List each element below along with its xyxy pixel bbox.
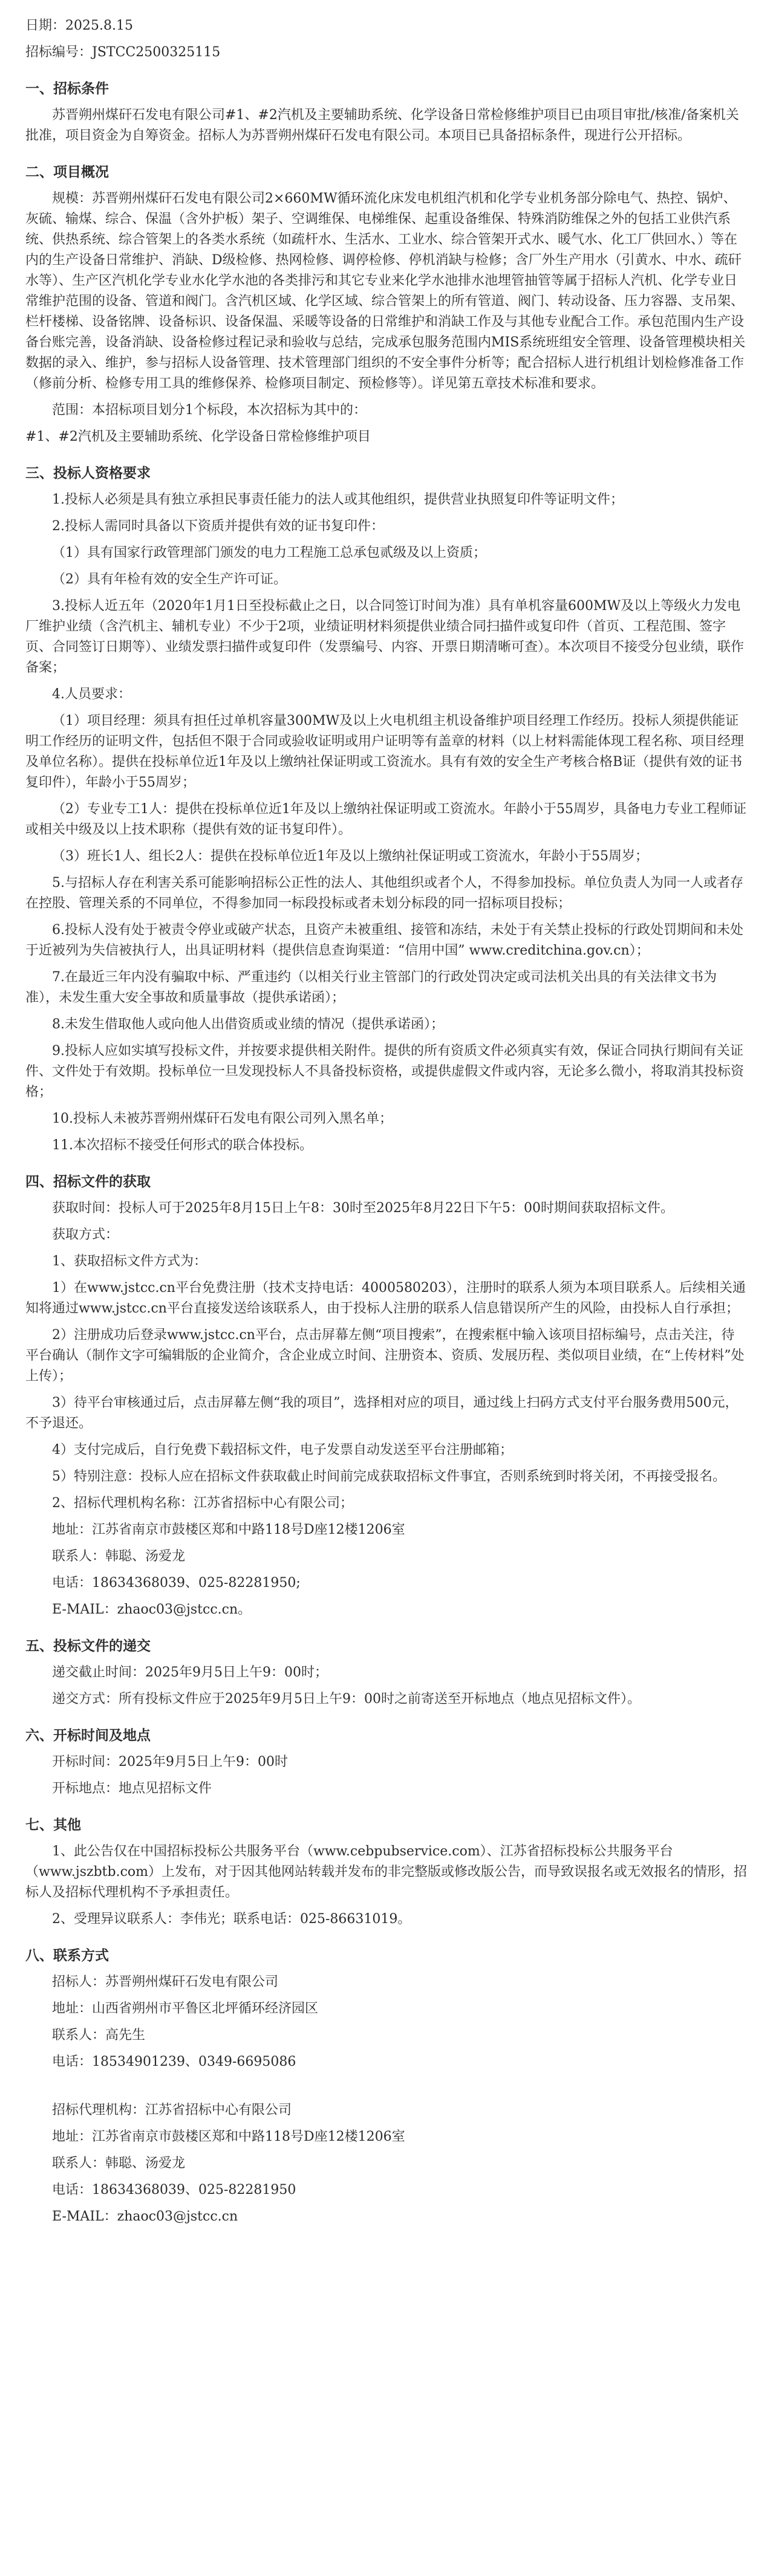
submission-method: 递交方式：所有投标文件应于2025年9月5日上午9：00时之前寄送至开标地点（地点见招标文件）。: [52, 1692, 641, 1707]
other-publication-note: 1、此公告仅在中国招标投标公共服务平台（www.cebpubservice.com）、江苏省招标投标公共服务平台（www.jszbtb.com）上发布，对于因其他网站转载并发布的非完整版或修改版公告，而导致误报名或无效报名的情形，招标人及招标代理机构不予承担责任。: [25, 1844, 748, 1900]
qualification-item-6: 6.投标人没有处于被责令停业或破产状态，且资产未被重组、接管和冻结，未处于有关禁止投标的行政处罚期间和未处于近被列为失信被执行人，出具证明材料（提供信息查询渠道：“信用中国” www.creditchina.gov.cn）；: [25, 923, 743, 958]
qualification-item-4c: （3）班长1人、组长2人：提供在投标单位近1年及以上缴纳社保证明或工资流水，年龄小于55周岁；: [52, 849, 648, 864]
qualification-item-2b: （2）具有年检有效的安全生产许可证。: [52, 572, 287, 587]
qualification-item-9: 9.投标人应如实填写投标文件，并按要求提供相关附件。提供的所有资质文件必须真实有效，保证合同执行期间有关证件、文件处于有效期。投标单位一旦发现投标人不具备投标资格，或提供虚假文件或内容，无论多么微小，将取消其投标资格；: [25, 1043, 745, 1100]
bid-conditions-paragraph: 苏晋朔州煤矸石发电有限公司#1、#2汽机及主要辅助系统、化学设备日常检修维护项目已由项目审批/核准/备案机关批准，项目资金为自筹资金。招标人为苏晋朔州煤矸石发电有限公司。本项目已具备招标条件，现进行公开招标。: [25, 108, 739, 143]
qualification-item-1: 1.投标人必须是具有独立承担民事责任能力的法人或其他组织，提供营业执照复印件等证明文件；: [52, 492, 624, 507]
agency-phone-footer: 电话：18634368039、025-82281950: [52, 2182, 296, 2198]
agency-address: 地址：江苏省南京市鼓楼区郑和中路118号D座12楼1206室: [52, 1522, 405, 1537]
project-scale-paragraph: 规模：苏晋朔州煤矸石发电有限公司2×660MW循环流化床发电机组汽机和化学专业机务部分除电气、热控、锅炉、灰硫、输煤、综合、保温（含外护板）架子、空调维保、电梯维保、起重设备维保、特殊消防维保之外的包括工业供汽系统、供热系统、综合管架上的各类水系统（如疏杆水、生活水、工业水、综合管架开式水、暖气水、化工厂供回水、）等在内的生产设备日常维护、消缺、D级检修、热网检修、调停检修、停机消缺与检修；含厂外生产用水（引黄水、中水、疏矸水等）、生产区汽机化学专业水化学水池的各类排污和其它专业来化学水池排水池埋管抽管等属于招标人汽机、化学专业日常维护范围的设备、管道和阀门。含汽机区域、化学区域、综合管架上的所有管道、阀门、转动设备、压力容器、支吊架、栏杆楼梯、设备铭牌、设备标识、设备保温、采暖等设备的日常维护和消缺工作及与其他专业配合工作。承包范围内生产设备台账完善，设备消缺、设备检修过程记录和验收与总结，完成承包服务范围内MIS系统班组安全管理、设备管理模块相关数据的录入、维护，参与招标人设备管理、技术管理部门组织的不安全事件分析等；配合招标人进行机组计划检修准备工作（修前分析、检修专用工具的维修保养、检修项目制定、预检修等）。详见第五章技术标准和要求。: [25, 191, 746, 391]
tenderer-contact: 联系人：高先生: [52, 2028, 146, 2043]
section-title-bid-conditions: 一、招标条件: [25, 80, 109, 97]
agency-email-footer: E-MAIL：zhaoc03@jstcc.cn: [52, 2209, 238, 2224]
obtain-step-2: 2）注册成功后登录www.jstcc.cn平台，点击屏幕左侧“项目搜索”，在搜索框中输入该项目招标编号，点击关注，待平台确认（制作文字可编辑版的企业简介，含企业成立时间、注册资本、资质、发展历程、类似项目业绩，在“上传材料”处上传）；: [25, 1328, 745, 1384]
opening-place: 开标地点：地点见招标文件: [52, 1781, 212, 1796]
obtain-step-3: 3）待平台审核通过后，点击屏幕左侧“我的项目”，选择相对应的项目，通过线上扫码方式支付平台服务费用500元，不予退还。: [25, 1395, 739, 1431]
project-lot-name: #1、#2汽机及主要辅助系统、化学设备日常检修维护项目: [25, 429, 371, 444]
section-title-obtain-documents: 四、招标文件的获取: [25, 1173, 151, 1190]
agency-contact: 联系人：韩聪、汤爱龙: [52, 1549, 186, 1564]
tenderer-address: 地址：山西省朔州市平鲁区北坪循环经济园区: [52, 2001, 319, 2016]
agency-name: 2、招标代理机构名称：江苏省招标中心有限公司；: [52, 1496, 353, 1511]
obtain-step-4: 4）支付完成后，自行免费下载招标文件，电子发票自动发送至平台注册邮箱；: [52, 1442, 513, 1458]
obtain-time: 获取时间：投标人可于2025年8月15日上午8：30时至2025年8月22日下午5：00时期间获取招标文件。: [52, 1201, 674, 1216]
agency-contact-footer: 联系人：韩聪、汤爱龙: [52, 2156, 186, 2171]
opening-time: 开标时间：2025年9月5日上午9：00时: [52, 1754, 288, 1770]
section-title-project-overview: 二、项目概况: [25, 164, 109, 180]
qualification-item-4b: （2）专业专工1人：提供在投标单位近1年及以上缴纳社保证明或工资流水。年龄小于55周岁，具备电力专业工程师证或相关中级及以上技术职称（提供有效的证书复印件）。: [25, 802, 746, 837]
tenderer-phone: 电话：18534901239、0349-6695086: [52, 2054, 296, 2069]
qualification-item-2a: （1）具有国家行政管理部门颁发的电力工程施工总承包贰级及以上资质；: [52, 545, 486, 560]
agency-email: E-MAIL：zhaoc03@jstcc.cn。: [52, 1602, 252, 1617]
qualification-item-4a: （1）项目经理：须具有担任过单机容量300MW及以上火电机组主机设备维护项目经理工作经历。投标人须提供能证明工作经历的证明文件，包括但不限于合同或验收证明或用户证明等有盖章的材料（以上材料需能体现工程名称、项目经理及单位名称）。提供在投标单位近1年及以上缴纳社保证明或工资流水。具有有效的安全生产考核合格B证（提供有效的证书复印件），年龄小于55周岁；: [25, 713, 745, 790]
section-title-opening: 六、开标时间及地点: [25, 1727, 151, 1744]
tenderer-name: 招标人：苏晋朔州煤矸石发电有限公司: [52, 1974, 279, 1990]
qualification-item-8: 8.未发生借取他人或向他人出借资质或业绩的情况（提供承诺函）；: [52, 1017, 444, 1032]
submission-deadline: 递交截止时间：2025年9月5日上午9：00时；: [52, 1665, 328, 1680]
obtain-step-5: 5）特别注意：投标人应在招标文件获取截止时间前完成获取招标文件事宜，否则系统到时将关闭，不再接受报名。: [52, 1469, 726, 1484]
section-title-other: 七、其他: [25, 1817, 81, 1833]
bid-number-line: 招标编号：JSTCC2500325115: [25, 45, 221, 60]
section-title-submission: 五、投标文件的递交: [25, 1638, 151, 1654]
qualification-item-7: 7.在最近三年内没有骗取中标、严重违约（以相关行业主管部门的行政处罚决定或司法机关出具的有关法律文书为准），未发生重大安全事故和质量事故（提供承诺函）；: [25, 970, 717, 1005]
date-line: 日期：2025.8.15: [25, 18, 133, 33]
qualification-item-3: 3.投标人近五年（2020年1月1日至投标截止之日，以合同签订时间为准）具有单机容量600MW及以上等级火力发电厂维护业绩（含汽机主、辅机专业）不少于2项，业绩证明材料须提供业绩合同扫描件或复印件（首页、工程范围、签字页、合同签订日期等）、业绩发票扫描件或复印件（发票编号、内容、开票日期清晰可查）。本次项目不接受分包业绩，联作备案；: [25, 599, 745, 675]
obtain-step-1: 1）在www.jstcc.cn平台免费注册（技术支持电话：4000580203），注册时的联系人须为本项目联系人。后续相关通知将通过www.jstcc.cn平台直接发送给该联系人，由于投标人注册的联系人信息错误所产生的风险，由投标人自行承担；: [25, 1280, 746, 1316]
project-scope-paragraph: 范围：本招标项目划分1个标段，本次招标为其中的：: [52, 403, 367, 418]
qualification-item-4: 4.人员要求：: [52, 687, 131, 702]
qualification-item-10: 10.投标人未被苏晋朔州煤矸石发电有限公司列入黑名单；: [52, 1111, 393, 1126]
objection-contact: 2、受理异议联系人：李伟光；联系电话：025-86631019。: [52, 1912, 411, 1927]
obtain-method-label: 获取方式：: [52, 1227, 119, 1242]
agency-address-footer: 地址：江苏省南京市鼓楼区郑和中路118号D座12楼1206室: [52, 2129, 405, 2144]
agency-name-footer: 招标代理机构：江苏省招标中心有限公司: [52, 2103, 292, 2118]
qualification-item-5: 5.与招标人存在利害关系可能影响招标公正性的法人、其他组织或者个人，不得参加投标。单位负责人为同一人或者存在控股、管理关系的不同单位，不得参加同一标段投标或者未划分标段的同一招标项目投标；: [25, 875, 743, 911]
section-title-qualification: 三、投标人资格要求: [25, 465, 151, 481]
qualification-item-2: 2.投标人需同时具备以下资质并提供有效的证书复印件：: [52, 519, 384, 534]
obtain-method-intro: 1、获取招标文件方式为：: [52, 1254, 207, 1269]
qualification-item-11: 11.本次招标不接受任何形式的联合体投标。: [52, 1138, 313, 1153]
agency-phone: 电话：18634368039、025-82281950;: [52, 1575, 301, 1591]
section-title-contacts: 八、联系方式: [25, 1947, 109, 1964]
